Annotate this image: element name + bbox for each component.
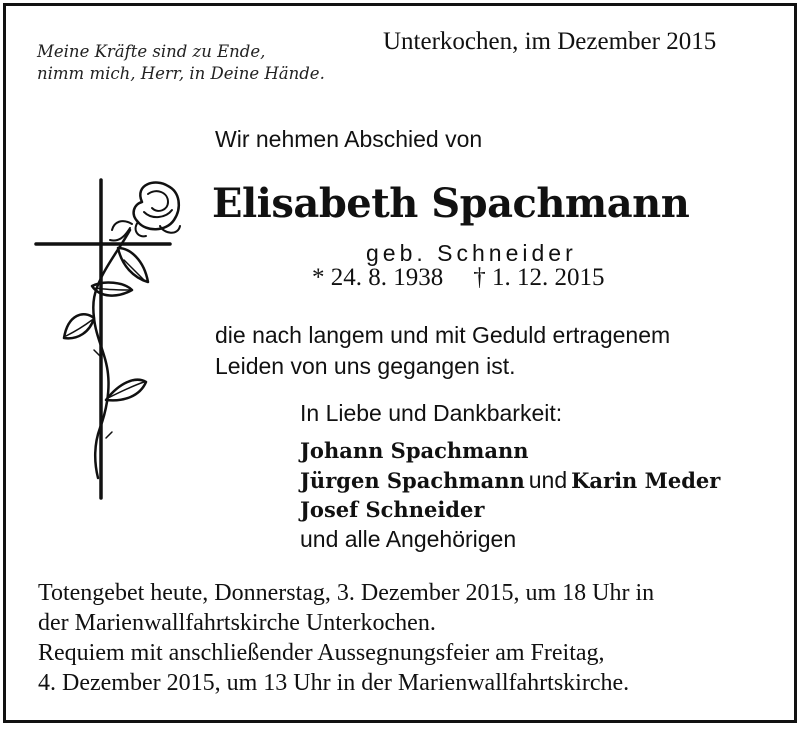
mourner-4: und alle Angehörigen — [300, 526, 517, 552]
service-line-2: der Marienwallfahrtskirche Unterkochen. — [38, 610, 436, 636]
mourners-heading: In Liebe und Dankbarkeit: — [300, 400, 563, 426]
place-date: Unterkochen, im Dezember 2015 — [383, 28, 717, 55]
mourner-2a: Jürgen Spachmann — [300, 468, 525, 493]
mourner-3: Josef Schneider — [300, 497, 485, 522]
life-dates — [312, 264, 605, 292]
mourner-2b: Karin Meder — [571, 468, 721, 493]
birth-date: * 24. 8. 1938 — [312, 264, 444, 291]
birth-name: geb. Schneider — [366, 240, 577, 266]
service-notice — [38, 578, 654, 698]
message-line-1: die nach langem und mit Geduld ertragenem — [215, 322, 671, 348]
quote-line-1: Meine Kräfte sind zu Ende, — [37, 42, 266, 61]
message-line-2: Leiden von uns gegangen ist. — [215, 353, 516, 379]
mourner-1: Johann Spachmann — [300, 438, 529, 463]
mourner-row-2 — [300, 467, 720, 494]
mourner-connector: und — [528, 467, 568, 493]
intro-text: Wir nehmen Abschied von — [215, 126, 483, 152]
quote-line-2: nimm mich, Herr, in Deine Hände. — [37, 64, 325, 83]
death-date: † 1. 12. 2015 — [473, 264, 605, 291]
farewell-message — [215, 320, 670, 382]
service-line-4: 4. Dezember 2015, um 13 Uhr in der Marienwallfahrtskirche. — [38, 670, 630, 696]
deceased-name: Elisabeth Spachmann — [212, 180, 690, 227]
quote — [37, 41, 325, 85]
service-line-1: Totengebet heute, Donnerstag, 3. Dezember 2015, um 18 Uhr in — [38, 580, 655, 606]
service-line-3: Requiem mit anschließender Aussegnungsfeier am Freitag, — [38, 640, 605, 666]
cross-with-rose-icon — [34, 178, 194, 502]
